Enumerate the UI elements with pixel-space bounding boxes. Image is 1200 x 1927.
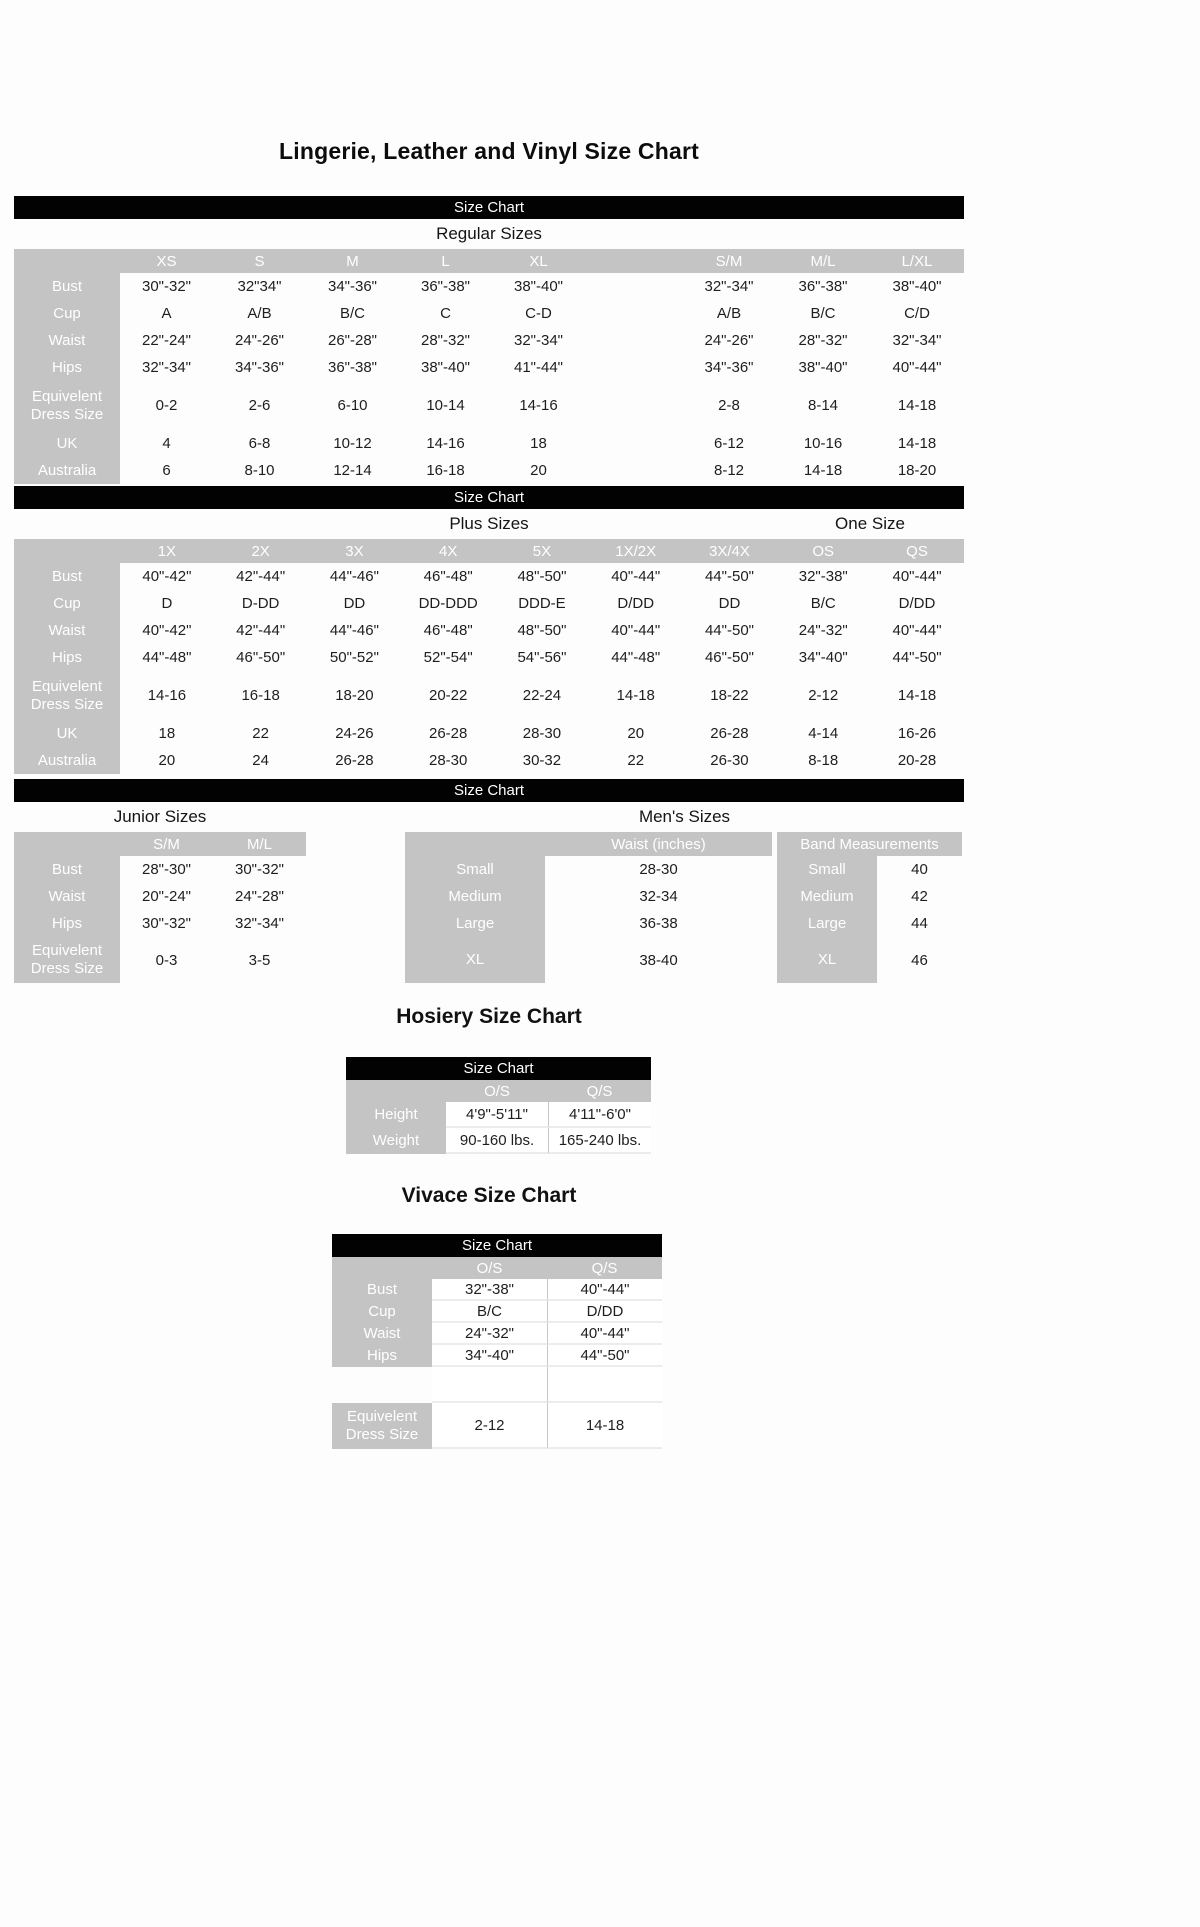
cell-value: 44 xyxy=(911,915,928,932)
cell-value: 14-16 xyxy=(426,435,465,452)
row-label: UK xyxy=(14,430,120,457)
cell-value: B/C xyxy=(432,1301,547,1323)
cell-value: 44"-48" xyxy=(142,649,192,666)
column-header: O/S xyxy=(446,1080,548,1102)
plus-one-size-row xyxy=(14,509,964,539)
size-chart-bar: Size Chart xyxy=(14,196,964,219)
one-size-label: One Size xyxy=(835,514,905,533)
cell-value xyxy=(585,354,682,381)
cell-value: B/C xyxy=(339,305,365,322)
row-label: Large xyxy=(777,910,877,937)
junior-mens-row xyxy=(14,802,964,832)
cell-value: 40"-44" xyxy=(611,568,661,585)
cell-value: 20 xyxy=(530,462,547,479)
row-label: Cup xyxy=(14,300,120,327)
row-label: XL xyxy=(777,937,877,983)
junior-mens-tables xyxy=(14,832,964,983)
cell-value: 28-30 xyxy=(428,752,468,769)
header-corner xyxy=(346,1080,446,1102)
cell-value: 54"-56" xyxy=(517,649,567,666)
cell-value: 16-18 xyxy=(241,687,280,704)
row-label: XL xyxy=(405,937,545,983)
cell-value: 6-8 xyxy=(248,435,271,452)
cell-value xyxy=(585,430,682,457)
column-header: QS xyxy=(870,539,964,563)
cell-value: 16-26 xyxy=(897,725,937,742)
cell-value: 12-14 xyxy=(333,462,372,479)
cell-value: 24"-28" xyxy=(234,888,284,905)
cell-value: 24"-26" xyxy=(234,332,284,349)
cell-value: 38"-40" xyxy=(892,278,942,295)
cell-value: 26-28 xyxy=(710,725,749,742)
cell-value: 3-5 xyxy=(248,951,271,969)
cell-value: 0-3 xyxy=(155,951,178,969)
cell-value: 16-18 xyxy=(426,462,465,479)
cell-value: C/D xyxy=(904,305,930,322)
row-label: Hips xyxy=(332,1345,432,1367)
cell-value: 34"-36" xyxy=(704,359,754,376)
cell-value: 46"-50" xyxy=(236,649,286,666)
column-header: 3X/4X xyxy=(683,539,777,563)
cell-value: 4'11"-6'0" xyxy=(548,1102,651,1128)
cell-value: 30"-32" xyxy=(141,278,191,295)
row-label: Equivelent Dress Size xyxy=(332,1403,432,1449)
size-chart-document xyxy=(14,0,964,1449)
cell-value: 22 xyxy=(252,725,269,742)
row-label: Cup xyxy=(14,590,120,617)
cell-value: A/B xyxy=(716,305,742,322)
cell-value: 32"-34" xyxy=(141,359,191,376)
cell-value: D/DD xyxy=(898,595,936,612)
cell-value: DD xyxy=(343,595,366,612)
cell-value: A/B xyxy=(247,305,272,322)
cell-value: 6-10 xyxy=(337,397,368,414)
cell-value: 4'9"-5'11" xyxy=(446,1102,548,1128)
cell-value: 20 xyxy=(158,752,176,769)
row-label: Hips xyxy=(14,354,120,381)
cell-value: 28"-32" xyxy=(420,332,470,349)
cell-value: 8-12 xyxy=(713,462,745,479)
cell-value: 30"-32" xyxy=(234,861,284,878)
cell-value: 20 xyxy=(627,725,645,742)
cell-value: 20-22 xyxy=(428,687,468,704)
cell-value: 32"-34" xyxy=(234,915,284,932)
cell-value: 50"-52" xyxy=(329,649,379,666)
cell-value: C-D xyxy=(525,305,552,322)
cell-value xyxy=(585,381,682,430)
column-header: 1X/2X xyxy=(589,539,683,563)
cell-value: 26"-28" xyxy=(327,332,377,349)
hosiery-chart xyxy=(346,1057,651,1154)
cell-value: 40"-44" xyxy=(892,568,942,585)
cell-value: 6 xyxy=(162,462,171,479)
cell-value xyxy=(585,327,682,354)
cell-value: 14-18 xyxy=(616,687,655,704)
cell-value: 14-18 xyxy=(897,397,937,414)
row-label: Small xyxy=(405,856,545,883)
cell-value: 44"-48" xyxy=(611,649,661,666)
cell-value xyxy=(585,273,682,300)
cell-value: 2-12 xyxy=(808,687,839,704)
column-header: 4X xyxy=(401,539,495,563)
cell-value: 8-18 xyxy=(808,752,839,769)
row-label: Height xyxy=(346,1102,446,1128)
cell-value: 10-16 xyxy=(803,435,843,452)
row-label: Australia xyxy=(14,747,120,774)
row-label: Bust xyxy=(332,1279,432,1301)
row-label: Waist xyxy=(14,617,120,644)
cell-value: 34"-36" xyxy=(234,359,284,376)
junior-sizes-table xyxy=(14,832,306,983)
cell-value: 40"-42" xyxy=(142,568,192,585)
cell-value: 44"-50" xyxy=(704,622,754,639)
cell-value: 20-28 xyxy=(897,752,937,769)
cell-value: 14-16 xyxy=(519,397,558,414)
cell-value: 44"-46" xyxy=(329,622,379,639)
header-corner xyxy=(14,539,120,563)
regular-sizes-label: Regular Sizes xyxy=(436,224,542,243)
cell-value: 32"-34" xyxy=(704,278,754,295)
cell-value: 30"-32" xyxy=(141,915,191,932)
column-header: S/M xyxy=(120,832,213,856)
cell-value: 26-28 xyxy=(428,725,468,742)
cell-value xyxy=(585,457,682,484)
cell-value xyxy=(432,1367,547,1403)
size-chart-bar: Size Chart xyxy=(346,1057,651,1080)
hosiery-table xyxy=(346,1080,651,1154)
cell-value: 10-12 xyxy=(333,435,372,452)
cell-value: 38-40 xyxy=(639,951,678,969)
row-label: Hips xyxy=(14,910,120,937)
cell-value: 22"-24" xyxy=(141,332,191,349)
cell-value: 44"-50" xyxy=(547,1345,662,1367)
page-title: Lingerie, Leather and Vinyl Size Chart xyxy=(278,138,699,164)
cell-value: 40"-42" xyxy=(142,622,192,639)
row-label: Bust xyxy=(14,273,120,300)
mens-waist-table xyxy=(405,832,772,983)
cell-value: 24"-26" xyxy=(704,332,754,349)
cell-value: 24-26 xyxy=(335,725,374,742)
cell-value: 26-30 xyxy=(710,752,749,769)
row-label: Equivelent Dress Size xyxy=(14,937,120,983)
cell-value: 24 xyxy=(252,752,269,769)
cell-value: DD-DDD xyxy=(418,595,478,612)
cell-value: 40"-44" xyxy=(547,1323,662,1345)
cell-value: 44"-50" xyxy=(704,568,754,585)
cell-value: 4-14 xyxy=(808,725,839,742)
column-header: XS xyxy=(120,249,213,273)
row-label: Large xyxy=(405,910,545,937)
size-chart-bar: Size Chart xyxy=(332,1234,662,1257)
column-header: OS xyxy=(776,539,870,563)
cell-value: 40"-44" xyxy=(892,359,942,376)
cell-value: 52"-54" xyxy=(423,649,473,666)
cell-value: D/DD xyxy=(547,1301,662,1323)
row-label: Cup xyxy=(332,1301,432,1323)
cell-value: B/C xyxy=(810,305,836,322)
row-label: Equivelent Dress Size xyxy=(14,671,120,720)
header-corner xyxy=(332,1257,432,1279)
cell-value: 4 xyxy=(162,435,171,452)
cell-value: 90-160 lbs. xyxy=(446,1128,548,1154)
row-label: Weight xyxy=(346,1128,446,1154)
column-header: Q/S xyxy=(547,1257,662,1279)
junior-sizes-label: Junior Sizes xyxy=(113,807,207,826)
cell-value: 30-32 xyxy=(522,752,562,769)
column-header: 1X xyxy=(120,539,214,563)
column-header: Waist (inches) xyxy=(545,832,772,856)
cell-value: 22 xyxy=(627,752,645,769)
regular-sizes-table xyxy=(14,249,964,484)
header-corner xyxy=(14,832,120,856)
cell-value: 36"-38" xyxy=(327,359,377,376)
cell-value: 18 xyxy=(530,435,547,452)
cell-value: 18 xyxy=(158,725,176,742)
column-header: Q/S xyxy=(548,1080,651,1102)
cell-value: DD xyxy=(718,595,741,612)
cell-value: 14-16 xyxy=(147,687,187,704)
cell-value: C xyxy=(440,305,451,322)
cell-value: 14-18 xyxy=(803,462,843,479)
cell-value: 14-18 xyxy=(897,435,937,452)
cell-value: D/DD xyxy=(617,595,655,612)
cell-value: 28"-32" xyxy=(798,332,848,349)
cell-value: 38"-40" xyxy=(513,278,563,295)
cell-value: DDD-E xyxy=(518,595,566,612)
column-header xyxy=(585,249,682,273)
column-header: 2X xyxy=(214,539,308,563)
row-label: Medium xyxy=(405,883,545,910)
column-header: L/XL xyxy=(870,249,964,273)
plus-sizes-table xyxy=(14,539,964,774)
column-header: M/L xyxy=(776,249,870,273)
header-corner xyxy=(14,249,120,273)
header-corner xyxy=(405,832,545,856)
column-header: 3X xyxy=(308,539,402,563)
cell-value: 18-22 xyxy=(710,687,749,704)
cell-value: 36"-38" xyxy=(798,278,848,295)
cell-value: 28-30 xyxy=(639,861,678,878)
cell-value: 18-20 xyxy=(335,687,374,704)
size-chart-bar: Size Chart xyxy=(14,486,964,509)
cell-value: 34"-36" xyxy=(327,278,377,295)
vivace-chart xyxy=(332,1234,662,1449)
cell-value: 36"-38" xyxy=(420,278,470,295)
column-header: S xyxy=(213,249,306,273)
cell-value: 42"-44" xyxy=(236,568,286,585)
cell-value: 24"-32" xyxy=(798,622,848,639)
row-label: Hips xyxy=(14,644,120,671)
column-header: O/S xyxy=(432,1257,547,1279)
column-header: M xyxy=(306,249,399,273)
cell-value: 32"-38" xyxy=(432,1279,547,1301)
cell-value: 42"-44" xyxy=(236,622,286,639)
cell-value: 14-18 xyxy=(897,687,937,704)
cell-value: B/C xyxy=(810,595,836,612)
cell-value: 44"-46" xyxy=(329,568,379,585)
column-header: 5X xyxy=(495,539,589,563)
cell-value: 32"-38" xyxy=(798,568,848,585)
cell-value: 32-34 xyxy=(639,888,678,905)
cell-value: 34"-40" xyxy=(432,1345,547,1367)
cell-value: 18-20 xyxy=(897,462,937,479)
row-label: Australia xyxy=(14,457,120,484)
cell-value: 2-12 xyxy=(432,1403,547,1449)
row-label: Waist xyxy=(14,883,120,910)
row-label: Waist xyxy=(14,327,120,354)
cell-value: 26-28 xyxy=(335,752,374,769)
cell-value: 8-14 xyxy=(807,397,839,414)
row-label: UK xyxy=(14,720,120,747)
cell-value: 10-14 xyxy=(426,397,465,414)
cell-value: 40"-44" xyxy=(892,622,942,639)
column-header: S/M xyxy=(682,249,776,273)
vivace-title: Vivace Size Chart xyxy=(401,1184,577,1207)
cell-value: 40 xyxy=(911,861,928,878)
row-label: Bust xyxy=(14,856,120,883)
cell-value: 22-24 xyxy=(522,687,562,704)
row-label: Small xyxy=(777,856,877,883)
cell-value: 46"-48" xyxy=(423,568,473,585)
cell-value: 38"-40" xyxy=(420,359,470,376)
cell-value: 38"-40" xyxy=(798,359,848,376)
cell-value: 46"-50" xyxy=(704,649,754,666)
cell-value: 41"-44" xyxy=(513,359,563,376)
mens-band-table xyxy=(777,832,962,983)
hosiery-title: Hosiery Size Chart xyxy=(396,1005,582,1028)
cell-value: 32"-34" xyxy=(513,332,563,349)
cell-value: 44"-50" xyxy=(892,649,942,666)
cell-value: 40"-44" xyxy=(547,1279,662,1301)
column-header: M/L xyxy=(213,832,306,856)
size-chart-bar: Size Chart xyxy=(14,779,964,802)
cell-value: 32"-34" xyxy=(892,332,942,349)
cell-value: A xyxy=(161,305,172,322)
row-label: Medium xyxy=(777,883,877,910)
mens-sizes-label: Men's Sizes xyxy=(638,807,731,826)
row-label: Waist xyxy=(332,1323,432,1345)
cell-value: 48"-50" xyxy=(517,622,567,639)
cell-value: 48"-50" xyxy=(517,568,567,585)
cell-value: 14-18 xyxy=(547,1403,662,1449)
row-label: Equivelent Dress Size xyxy=(14,381,120,430)
cell-value: 28"-30" xyxy=(141,861,191,878)
column-header: Band Measurements xyxy=(777,832,962,856)
cell-value: 40"-44" xyxy=(611,622,661,639)
cell-value: D-DD xyxy=(241,595,280,612)
column-header: L xyxy=(399,249,492,273)
cell-value: 24"-32" xyxy=(432,1323,547,1345)
vivace-table xyxy=(332,1257,662,1449)
cell-value: 0-2 xyxy=(155,397,178,414)
row-label: Bust xyxy=(14,563,120,590)
cell-value xyxy=(585,300,682,327)
cell-value: 34"-40" xyxy=(798,649,848,666)
cell-value: 20"-24" xyxy=(141,888,191,905)
cell-value: 2-8 xyxy=(718,397,740,414)
cell-value: 46"-48" xyxy=(423,622,473,639)
plus-sizes-label: Plus Sizes xyxy=(449,514,529,533)
cell-value: 36-38 xyxy=(639,915,678,932)
cell-value: 42 xyxy=(911,888,928,905)
cell-value: 32"34" xyxy=(237,278,282,295)
cell-value: D xyxy=(161,595,173,612)
cell-value xyxy=(547,1367,662,1403)
row-label xyxy=(332,1367,432,1403)
cell-value: 28-30 xyxy=(522,725,562,742)
cell-value: 165-240 lbs. xyxy=(548,1128,651,1154)
column-header: XL xyxy=(492,249,585,273)
cell-value: 46 xyxy=(911,951,928,969)
cell-value: 6-12 xyxy=(713,435,745,452)
cell-value: 2-6 xyxy=(248,397,271,414)
cell-value: 8-10 xyxy=(244,462,275,479)
